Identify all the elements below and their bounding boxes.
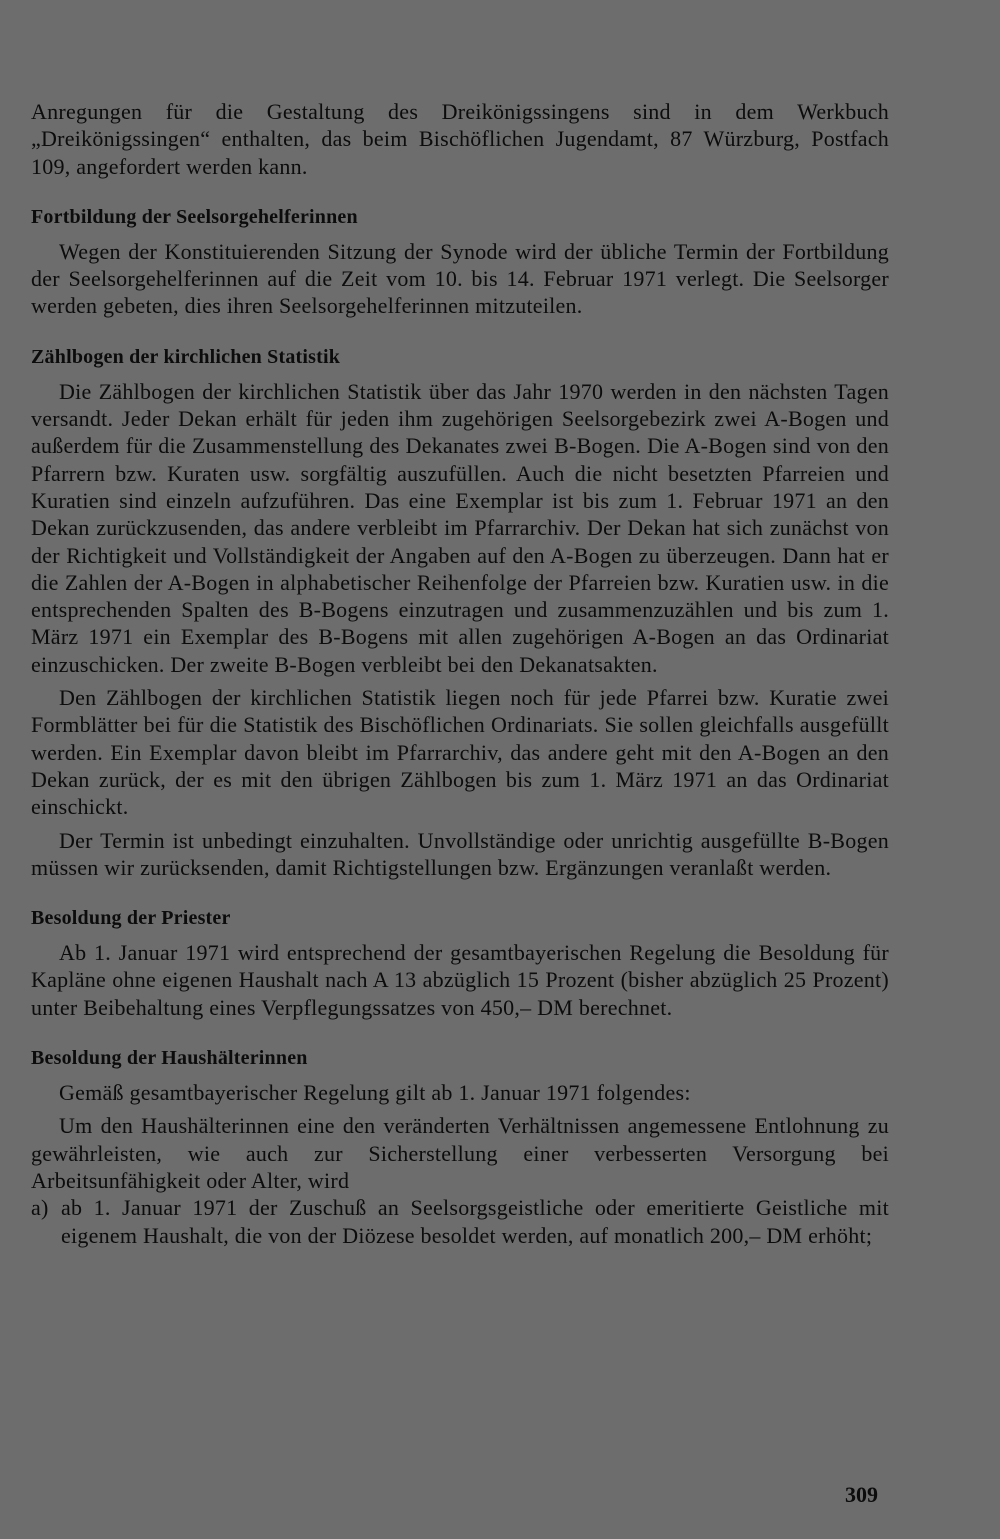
zaehlbogen-paragraph-1: Die Zählbogen der kirchlichen Statistik über das Jahr 1970 werden in den nächsten Tagen versandt. Jeder Dekan erhält für jeden ihm zugehörigen Seelsorgebezirk zwei A-Bogen und außerdem für die Zusammenstellung des Dekanates zwei B-Bogen. Die A-Bogen sind von den Pfarrern bzw. Kuraten usw. sorgfältig auszufüllen. Auch die nicht besetzten Pfarreien und Kuratien sind einzeln aufzuführen. Das eine Exemplar ist bis zum 1. Februar 1971 an den Dekan zurückzusenden, das andere verbleibt im Pfarrarchiv. Der Dekan hat sich zunächst von der Richtigkeit und Vollständigkeit der Angaben auf den A-Bogen zu überzeugen. Dann hat er die Zahlen der A-Bogen in alphabetischer Reihenfolge der Pfarreien bzw. Kuratien usw. in die entsprechenden Spalten des B-Bogens einzutragen und zusammenzuzählen und bis zum 1. März 1971 ein Exemplar des B-Bogens mit allen zugehörigen A-Bogen an das Ordinariat einzuschicken. Der zweite B-Bogen verbleibt bei den Dekanatsakten. bbox=[31, 378, 889, 677]
section-heading-besoldung-priester: Besoldung der Priester bbox=[31, 907, 231, 930]
fortbildung-paragraph: Wegen der Konstituierenden Sitzung der Synode wird der übliche Termin der Fortbildung der Seelsorgehelferinnen auf die Zeit vom 10. bis 14. Februar 1971 verlegt. Die Seelsorger werden gebeten, dies ihren Seelsorgehelferinnen mitzuteilen. bbox=[31, 238, 889, 319]
besoldung-priester-paragraph: Ab 1. Januar 1971 wird entsprechend der gesamtbayerischen Regelung die Besoldung für Kapläne ohne eigenen Haushalt nach A 13 abzüglich 15 Prozent (bisher abzüglich 25 Prozent) unter Beibehaltung eines Verpflegungssatzes von 450,– DM berechnet. bbox=[31, 940, 889, 1020]
section-heading-zaehlbogen: Zählbogen der kirchlichen Statistik bbox=[31, 345, 341, 368]
page-number: 309 bbox=[845, 1482, 878, 1507]
document-page bbox=[31, 98, 889, 1249]
haushaelterinnen-paragraph-2: Um den Haushälterinnen eine den veränderten Verhältnissen angemessene Entlohnung zu gewährleisten, wie auch zur Sicherstellung einer verbesserten Versorgung bei Arbeitsunfähigkeit oder Alter, wird bbox=[31, 1113, 889, 1193]
haushaelterinnen-paragraph-1: Gemäß gesamtbayerischer Regelung gilt ab 1. Januar 1971 folgendes: bbox=[59, 1080, 691, 1106]
zaehlbogen-paragraph-3: Der Termin ist unbedingt einzuhalten. Unvollständige oder unrichtig ausgefüllte B-Bogen müssen wir zurücksenden, damit Richtigstellungen bzw. Ergänzungen veranlaßt werden. bbox=[31, 827, 889, 880]
intro-paragraph: Anregungen für die Gestaltung des Dreikönigssingens sind in dem Werkbuch „Dreikönigssingen“ enthalten, das beim Bischöflichen Jugendamt, 87 Würzburg, Postfach 109, angefordert werden kann. bbox=[31, 99, 889, 179]
section-heading-besoldung-haushaelterinnen: Besoldung der Haushälterinnen bbox=[31, 1047, 308, 1070]
list-marker-a: a) bbox=[31, 1195, 49, 1221]
list-item-a bbox=[31, 1194, 889, 1249]
zaehlbogen-paragraph-2: Den Zählbogen der kirchlichen Statistik liegen noch für jede Pfarrei bzw. Kuratie zwei Formblätter bei für die Statistik des Bischöflichen Ordinariats. Sie sollen gleichfalls ausgefüllt werden. Ein Exemplar davon bleibt im Pfarrarchiv, das andere geht mit den A-Bogen an den Dekan zurück, der es mit den übrigen Zählbogen bis zum 1. März 1971 an das Ordinariat einschickt. bbox=[31, 685, 889, 820]
list-item-a-text: ab 1. Januar 1971 der Zuschuß an Seelsorgsgeistliche oder emeritierte Geistliche mit eigenem Haushalt, die von der Diözese besoldet werden, auf monatlich 200,– DM erhöht; bbox=[61, 1195, 889, 1248]
section-heading-fortbildung: Fortbildung der Seelsorgehelferinnen bbox=[31, 205, 358, 228]
